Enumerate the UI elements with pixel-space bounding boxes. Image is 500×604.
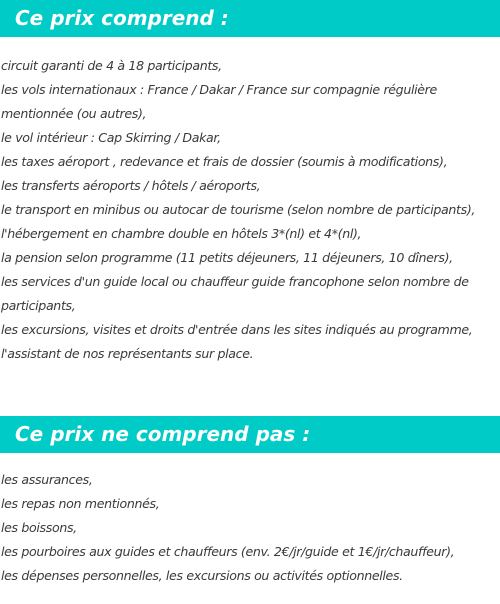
- list-item: les dépenses personnelles, les excursions ou activités optionnelles.: [1, 568, 403, 583]
- list-item: les pourboires aux guides et chauffeurs (env. 2€/jr/guide et 1€/jr/chauffeur),: [1, 544, 455, 559]
- included-items-list: [1, 54, 499, 366]
- list-item: l'hébergement en chambre double en hôtels 3*(nl) et 4*(nl),: [1, 226, 362, 241]
- list-item: l'assistant de nos représentants sur place.: [1, 346, 254, 361]
- included-section-title: Ce prix comprend :: [15, 6, 229, 30]
- list-item: les taxes aéroport , redevance et frais de dossier (soumis à modifications),: [1, 154, 448, 169]
- list-item: les excursions, visites et droits d'entrée dans les sites indiqués au programme,: [1, 322, 473, 337]
- excluded-section-title: Ce prix ne comprend pas :: [15, 422, 311, 446]
- list-item: les vols internationaux : France / Dakar / France sur compagnie régulière mentionnée (ou autres),: [1, 82, 437, 121]
- list-item: le vol intérieur : Cap Skirring / Dakar,: [1, 130, 221, 145]
- list-item: les repas non mentionnés,: [1, 496, 160, 511]
- list-item: la pension selon programme (11 petits déjeuners, 11 déjeuners, 10 dîners),: [1, 250, 453, 265]
- included-section-header: [0, 0, 500, 37]
- list-item: les transferts aéroports / hôtels / aéroports,: [1, 178, 261, 193]
- list-item: le transport en minibus ou autocar de tourisme (selon nombre de participants),: [1, 202, 476, 217]
- excluded-section-header: [0, 416, 500, 453]
- list-item: les services d'un guide local ou chauffeur guide francophone selon nombre de participants,: [1, 274, 469, 313]
- list-item: les boissons,: [1, 520, 77, 535]
- list-item: les assurances,: [1, 472, 93, 487]
- excluded-items-list: [1, 468, 499, 588]
- list-item: circuit garanti de 4 à 18 participants,: [1, 58, 222, 73]
